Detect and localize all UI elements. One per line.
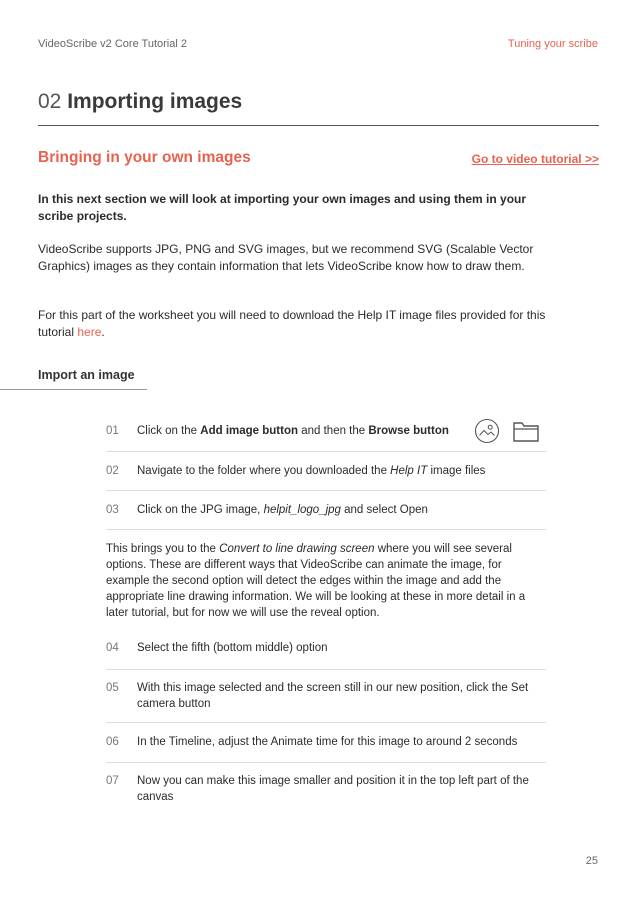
step-divider [106, 451, 546, 452]
step-number: 07 [106, 775, 119, 787]
note-text-part: This brings you to the [106, 543, 220, 555]
download-here-link[interactable]: here [77, 325, 102, 339]
step-number: 05 [106, 682, 119, 694]
step-text [137, 502, 546, 518]
step-text-part: and then the [298, 425, 369, 437]
chapter-name: Importing images [67, 90, 243, 113]
step-divider [106, 490, 546, 491]
chapter-divider [38, 125, 599, 126]
step-07 [106, 773, 546, 805]
step-06 [106, 734, 546, 750]
step-text-bold: Add image button [200, 425, 299, 437]
folder-icon [512, 419, 540, 443]
step-text: Select the fifth (bottom middle) option [137, 642, 328, 654]
convert-note-paragraph [106, 541, 548, 621]
step-number: 06 [106, 736, 119, 748]
page-number: 25 [585, 855, 598, 867]
download-paragraph [38, 307, 553, 341]
subsection-title: Import an image [38, 368, 135, 382]
running-section-title: Tuning your scribe [507, 38, 598, 50]
download-end: . [101, 325, 105, 339]
subsection-divider [0, 389, 147, 390]
step-text-part: Navigate to the folder where you downloaded the [137, 465, 391, 477]
step-text: Now you can make this image smaller and position it in the top left part of the canvas [137, 775, 529, 803]
document-title: VideoScribe v2 Core Tutorial 2 [38, 38, 187, 50]
step-text [137, 463, 546, 479]
video-tutorial-link[interactable]: Go to video tutorial >> [471, 152, 599, 166]
chapter-title [38, 90, 242, 114]
step-text-bold: Browse button [368, 425, 449, 437]
step-text-part: Click on the [137, 425, 201, 437]
step-text-part: Click on the JPG image, [137, 504, 264, 516]
note-text-part: where you will see several options. These are different ways that VideoScribe can animate the image, for example the second option will detect the edges within the image and add the appropriate line drawing information. We will be looking at these in more detail in a later tutorial, but for now we will use the reveal option. [106, 543, 526, 619]
formats-paragraph: VideoScribe supports JPG, PNG and SVG images, but we recommend SVG (Scalable Vector Graphics) images as they contain information that lets VideoScribe know how to draw them. [38, 242, 534, 273]
step-text-part: and select Open [340, 504, 428, 516]
step-02 [106, 463, 546, 479]
step-04 [106, 640, 546, 656]
step-divider [106, 529, 546, 530]
step-number: 02 [106, 465, 119, 477]
step-text-part: image files [427, 465, 486, 477]
chapter-number: 02 [38, 90, 62, 113]
step-text-italic: Help IT [390, 465, 428, 477]
step-text: In the Timeline, adjust the Animate time for this image to around 2 seconds [137, 736, 518, 748]
step-divider [106, 669, 546, 670]
note-text-italic: Convert to line drawing screen [219, 543, 375, 555]
step-divider [106, 722, 546, 723]
section-title: Bringing in your own images [38, 149, 251, 166]
add-image-icon [474, 418, 500, 444]
step-number: 04 [106, 642, 119, 654]
step-number: 03 [106, 504, 119, 516]
step-05 [106, 680, 546, 712]
step-number: 01 [106, 425, 119, 437]
step-text: With this image selected and the screen still in our new position, click the Set camera button [137, 682, 529, 710]
step-03 [106, 502, 546, 518]
step-divider [106, 762, 546, 763]
step-text-italic: helpit_logo_jpg [263, 504, 341, 516]
intro-paragraph: In this next section we will look at importing your own images and using them in your scribe projects. [38, 192, 527, 223]
download-text: For this part of the worksheet you will need to download the Help IT image files provided for this tutorial [38, 308, 546, 339]
